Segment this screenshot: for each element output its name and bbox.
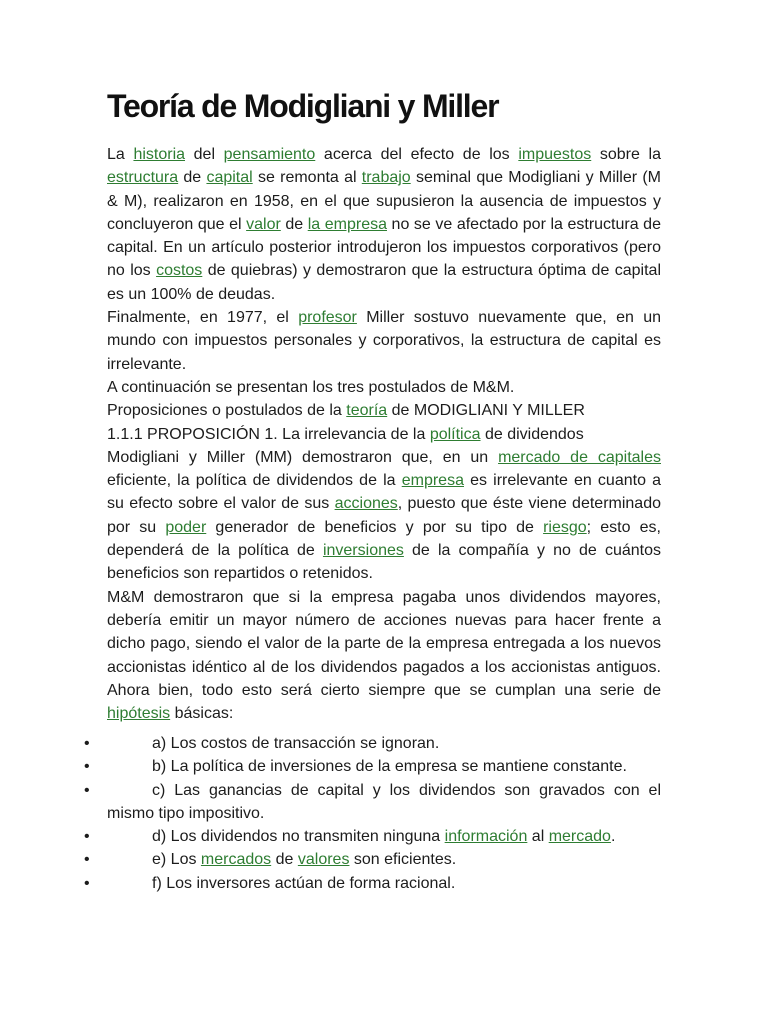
paragraph-1977 <box>107 306 661 376</box>
link-impuestos[interactable]: impuestos <box>518 146 592 163</box>
link-inversiones[interactable]: inversiones <box>322 542 404 560</box>
bullet-icon: • <box>84 828 90 846</box>
text: generador de beneficios y por su tipo de <box>206 518 544 536</box>
bullet-icon: • <box>84 781 90 799</box>
text: . <box>610 828 616 846</box>
list-item <box>0 825 661 848</box>
text: de <box>280 215 308 233</box>
text: son eficientes. <box>349 851 457 869</box>
text: se remonta al <box>252 169 362 187</box>
list-item <box>0 848 661 871</box>
text: acerca del efecto de los <box>315 146 519 163</box>
list-item-text: b) La política de inversiones de la empresa se mantiene constante. <box>152 758 627 776</box>
list-item-text: d) Los dividendos no transmiten ninguna <box>152 828 445 846</box>
link-estructura[interactable]: estructura <box>107 169 179 187</box>
text: del <box>185 146 224 163</box>
text: de la compañía y no de cuántos beneficios son repartidos o retenidos. <box>107 542 662 583</box>
paragraph-proposiciones <box>107 399 661 422</box>
text: básicas: <box>170 705 234 723</box>
text: seminal que Modigliani y Miller (M & M), realizaron en 1958, en el que supusieron la ausencia de impuestos y concluyeron que el <box>107 169 661 233</box>
list-item-text: f) Los inversores actúan de forma racional. <box>152 874 456 892</box>
text: de dividendos <box>480 425 584 443</box>
text: eficiente, la política de dividendos de la <box>107 472 402 490</box>
text: Miller sostuvo nuevamente que, en un mundo con impuestos personales y corporativos, la estructura de capital es irrelevante. <box>107 309 661 373</box>
text: La <box>107 146 134 163</box>
link-la-empresa[interactable]: la empresa <box>307 215 387 233</box>
list-item <box>0 779 661 826</box>
text: de <box>178 169 207 187</box>
text: de MODIGLIANI Y MILLER <box>387 402 585 420</box>
text: al <box>527 828 549 846</box>
link-teoria[interactable]: teoría <box>346 402 388 420</box>
list-item-text: c) Las ganancias de capital y los dividendos son gravados con el mismo tipo impositivo. <box>107 781 661 822</box>
text: Proposiciones o postulados de la <box>107 402 347 420</box>
list-item <box>0 732 661 755</box>
text: de <box>271 851 298 869</box>
heading-proposicion-1 <box>107 423 661 446</box>
link-riesgo[interactable]: riesgo <box>543 518 587 536</box>
bullet-icon: • <box>84 758 90 776</box>
text: M&M demostraron que si la empresa pagaba unos dividendos mayores, debería emitir un mayor número de acciones nuevas para hacer frente a dicho pago, siendo el valor de la parte de la empresa entregada a los nuevos accionistas idéntico al de los dividendos pagados a los accionistas antiguos. Ahora bien, todo esto será cierto siempre que se cumplan una serie de <box>107 588 661 699</box>
paragraph-mm-acciones <box>107 586 661 726</box>
link-mercados[interactable]: mercados <box>200 851 272 869</box>
link-pensamiento[interactable]: pensamiento <box>223 146 316 163</box>
link-politica[interactable]: política <box>429 425 481 443</box>
bullet-icon: • <box>84 874 90 892</box>
link-informacion[interactable]: información <box>444 828 528 846</box>
bullet-icon: • <box>84 851 90 869</box>
list-item-text: a) Los costos de transacción se ignoran. <box>152 735 440 752</box>
paragraph-postulados-intro: A continuación se presentan los tres postulados de M&M. <box>107 378 515 396</box>
text: de quiebras) y demostraron que la estructura óptima de capital es un 100% de deudas. <box>107 262 662 303</box>
link-trabajo[interactable]: trabajo <box>361 169 411 187</box>
link-empresa[interactable]: empresa <box>401 472 464 490</box>
text: no se ve afectado por la estructura de capital. En un artículo posterior introdujeron los impuestos corporativos (pero no los <box>107 215 661 280</box>
link-hipotesis[interactable]: hipótesis <box>107 705 171 723</box>
text: Modigliani y Miller (MM) demostraron que, en un <box>107 448 499 466</box>
hypotheses-list <box>0 732 661 895</box>
article-body <box>107 143 661 725</box>
link-acciones[interactable]: acciones <box>334 495 398 513</box>
text: 1.1.1 PROPOSICIÓN 1. La irrelevancia de la <box>107 425 430 443</box>
link-historia[interactable]: historia <box>133 146 186 163</box>
paragraph-history <box>107 143 661 306</box>
paragraph-mm-dividendos <box>107 446 661 586</box>
link-valor[interactable]: valor <box>246 215 281 233</box>
text: sobre la <box>591 146 662 163</box>
link-valores[interactable]: valores <box>297 851 350 869</box>
link-costos[interactable]: costos <box>156 262 203 280</box>
link-mercado-de-capitales[interactable]: mercado de capitales <box>498 448 661 466</box>
text: es irrelevante en cuanto a su efecto sobre el valor de sus <box>107 472 662 513</box>
link-capital[interactable]: capital <box>206 169 253 187</box>
link-mercado[interactable]: mercado <box>548 828 611 846</box>
link-profesor[interactable]: profesor <box>298 309 357 327</box>
text: , puesto que éste viene determinado por su <box>107 495 662 536</box>
text: Finalmente, en 1977, el <box>107 309 299 327</box>
page-title: Teoría de Modigliani y Miller <box>107 88 499 124</box>
text: ; esto es, dependerá de la política de <box>107 518 661 560</box>
list-item <box>0 872 661 895</box>
list-item-text: e) Los <box>152 851 201 869</box>
link-poder[interactable]: poder <box>165 518 207 536</box>
bullet-icon: • <box>84 735 90 752</box>
list-item <box>0 755 661 778</box>
